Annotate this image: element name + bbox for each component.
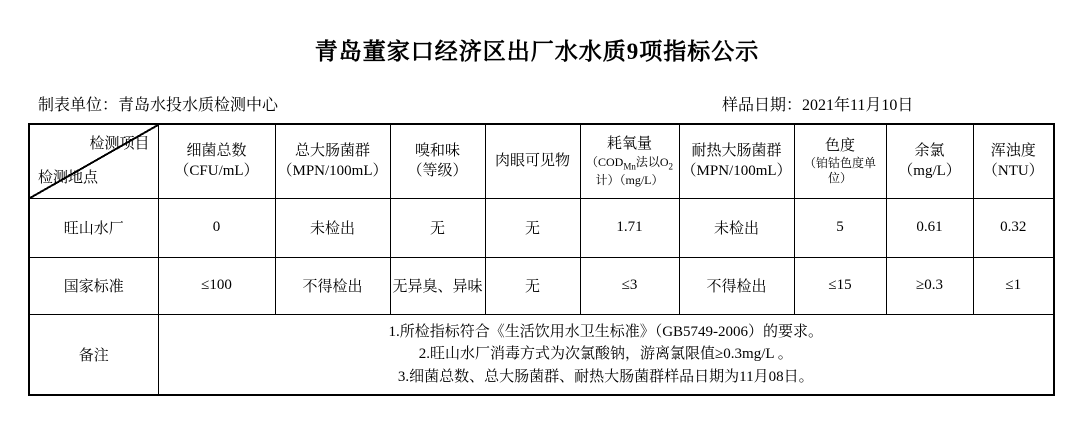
header-unit: （MPN/100mL） <box>277 163 388 180</box>
header-chromaticity <box>794 124 886 198</box>
table-cell: 不得检出 <box>275 257 390 314</box>
corner-header-cell <box>29 124 158 198</box>
table-header-row <box>29 124 1054 198</box>
corner-label-test-item: 检测项目 <box>89 136 150 152</box>
table-cell: 不得检出 <box>679 257 794 314</box>
table-cell: ≤100 <box>158 257 275 314</box>
table-cell: 无 <box>485 257 580 314</box>
remark-line: 3.细菌总数、总大肠菌群、耐热大肠菌群样品日期为11月08日。 <box>397 368 814 385</box>
table-cell: ≤1 <box>973 257 1054 314</box>
table-cell: ≥0.3 <box>886 257 973 314</box>
header-name: 嗅和味 <box>415 143 461 159</box>
sample-date-label: 样品日期：2021年11月10日 <box>722 97 914 114</box>
header-name: 色度 <box>825 137 856 154</box>
table-cell: 5 <box>794 198 886 257</box>
header-unit: （MPN/100mL） <box>681 163 792 180</box>
header-unit: （mg/L） <box>898 163 961 180</box>
row-wangshan-plant <box>29 198 1054 257</box>
table-cell: 无 <box>390 198 485 257</box>
header-name: 总大肠菌群 <box>295 143 371 159</box>
remarks-label: 备注 <box>29 314 158 395</box>
table-cell: 无异臭、异味 <box>390 257 485 314</box>
table-cell: ≤15 <box>794 257 886 314</box>
header-oxygen-consumption <box>580 124 679 198</box>
header-turbidity <box>973 124 1054 198</box>
remarks-content <box>158 314 1054 395</box>
row-remarks <box>29 314 1054 395</box>
header-name: 余氯 <box>914 143 945 159</box>
water-quality-table <box>28 123 1055 396</box>
table-cell: 0.32 <box>973 198 1054 257</box>
row-label: 旺山水厂 <box>29 198 158 257</box>
header-thermotolerant-coliforms <box>679 124 794 198</box>
header-name: 耗氧量 <box>607 136 653 153</box>
header-unit: （NTU） <box>982 163 1044 180</box>
table-cell: 0 <box>158 198 275 257</box>
table-cell: ≤3 <box>580 257 679 314</box>
header-unit: （等级） <box>407 163 468 180</box>
header-bacteria-count <box>158 124 275 198</box>
header-name: 耐热大肠菌群 <box>691 143 782 159</box>
cod-mn-subscript: Mn <box>623 160 636 171</box>
prepared-by-label: 制表单位：青岛水投水质检测中心 <box>38 97 279 114</box>
remark-line: 2.旺山水厂消毒方式为次氯酸钠，游离氯限值≥0.3mg/L 。 <box>418 346 793 362</box>
page-title: 青岛董家口经济区出厂水水质9项指标公示 <box>314 39 760 64</box>
header-visible-matter <box>485 124 580 198</box>
header-residual-chlorine <box>886 124 973 198</box>
header-unit: （CFU/mL） <box>174 163 259 180</box>
header-unit: （铂钴色度单位） <box>804 155 877 186</box>
row-national-standard <box>29 257 1054 314</box>
table-cell: 0.61 <box>886 198 973 257</box>
table-cell: 无 <box>485 198 580 257</box>
header-odor-and-taste <box>390 124 485 198</box>
corner-label-test-site: 检测地点 <box>38 169 99 186</box>
header-name: 细菌总数 <box>186 143 247 159</box>
header-total-coliforms <box>275 124 390 198</box>
table-cell: 未检出 <box>275 198 390 257</box>
header-name: 肉眼可见物 <box>495 153 571 170</box>
header-name: 浑浊度 <box>990 143 1036 159</box>
table-cell: 未检出 <box>679 198 794 257</box>
remark-line: 1.所检指标符合《生活饮用水卫生标准》（GB5749-2006）的要求。 <box>388 323 824 340</box>
row-label: 国家标准 <box>29 257 158 314</box>
header-unit: （$COD_{Mn}$法以$O_2$计）（mg/L） <box>586 154 674 187</box>
o2-subscript: 2 <box>668 160 674 171</box>
table-cell: 1.71 <box>580 198 679 257</box>
